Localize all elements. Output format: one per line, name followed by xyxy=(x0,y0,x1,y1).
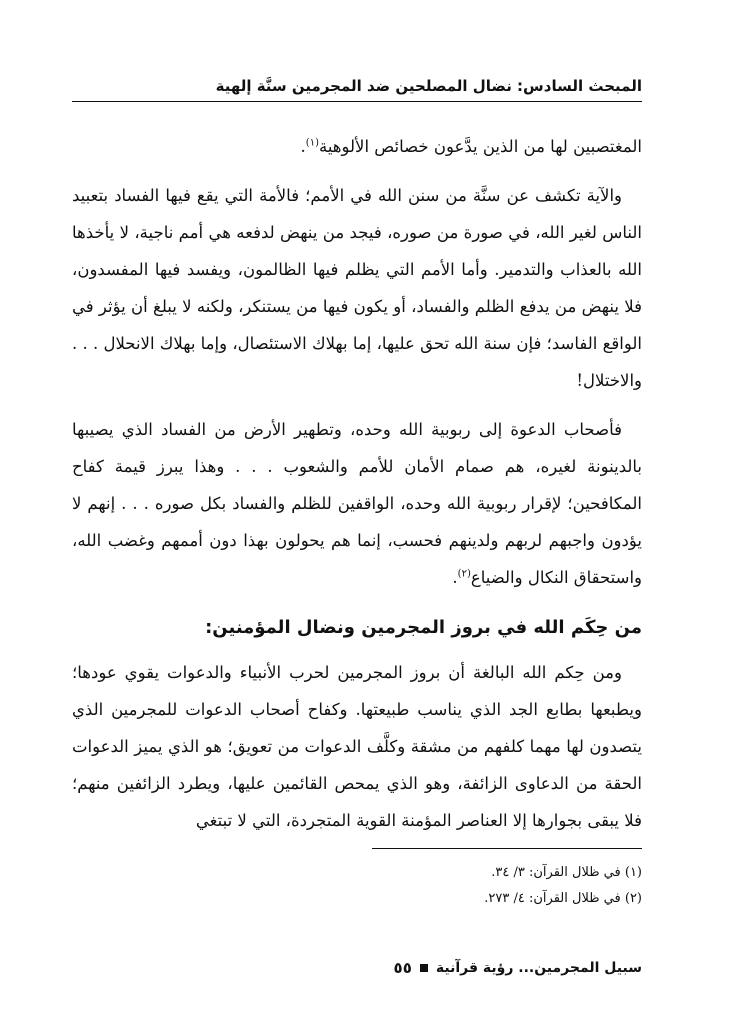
footnote-1: (١) في ظلال القرآن: ٣/ ٣٤. xyxy=(491,865,642,880)
running-header-title: المبحث السادس: نضال المصلحين ضد المجرمين سنَّة إلهية xyxy=(215,77,642,95)
paragraph-4: ومن حِكم الله البالغة أن بروز المجرمين لحرب الأنبياء والدعوات يقوي عودها؛ ويطبعها بطابع الجد الذي يناسب طبيعتها. وكفاح أصحاب الدعوات للمجرمين الذي يتصدون لها مهما كلفهم من مشقة وكلَّف الدعوات من تعويق؛ هو الذي يميز الدعوات الحقة من الدعاوى الزائفة، وهو الذي يمحص القائمين عليها، ويطرد الزائفين منهم؛ فلا يبقى بجوارها إلا العناصر المؤمنة القوية المتجردة، التي لا تبتغي xyxy=(72,663,642,830)
footnote-ref-1[interactable]: (١) xyxy=(305,137,319,149)
paragraph-3-tail: . xyxy=(452,568,458,587)
footnote-ref-2[interactable]: (٢) xyxy=(457,568,471,580)
paragraph-1-text: المغتصبين لها من الذين يدَّعون خصائص الألوهية xyxy=(318,137,642,156)
paragraph-1 xyxy=(72,128,642,165)
header-rule xyxy=(72,101,642,102)
footer-book-title: سبيل المجرمين... رؤية قرآنية xyxy=(435,960,642,976)
footnote-rule xyxy=(372,848,642,849)
square-bullet-icon xyxy=(420,964,428,972)
paragraph-2: والآية تكشف عن سنَّة من سنن الله في الأمم؛ فالأمة التي يقع فيها الفساد بتعبيد الناس لغير الله، في صورة من صوره، فيجد من ينهض لدفعه هي أمم ناجية، لا يأخذها الله بالعذاب والتدمير. وأما الأمم التي يظلم فيها الظالمون، ويفسد فيها المفسدون، فلا ينهض من يدفع الظلم والفساد، أو يكون فيها من يستنكر، ولكنه لا يبلغ أن يؤثر في الواقع الفاسد؛ فإن سنة الله تحق عليها، إما بهلاك الاستئصال، وإما بهلاك الانحلال . . . والاختلال! xyxy=(71,186,642,390)
section-subheading: من حِكَم الله في بروز المجرمين ونضال المؤمنين: xyxy=(205,617,642,638)
paragraph-3 xyxy=(72,411,642,596)
page-number: ٥٥ xyxy=(393,959,412,977)
footnotes xyxy=(72,860,642,912)
page-footer xyxy=(394,958,642,978)
page-body xyxy=(72,128,642,839)
paragraph-1-tail: . xyxy=(300,137,306,156)
paragraph-3-text: فأصحاب الدعوة إلى ربوبية الله وحده، وتطهير الأرض من الفساد الذي يصيبها بالدينونة لغيره، هم صمام الأمان للأمم والشعوب . . . وهذا يبرز قيمة كفاح المكافحين؛ لإقرار ربوبية الله وحده، الواقفين للظلم والفساد بكل صوره . . . إنهم لا يؤدون واجبهم لربهم ولدينهم فحسب، إنما هم يحولون بهذا دون أممهم وغضب الله، واستحقاق النكال والضياع xyxy=(72,420,643,587)
footnote-2: (٢) في ظلال القرآن: ٤/ ٢٧٣. xyxy=(484,891,642,906)
